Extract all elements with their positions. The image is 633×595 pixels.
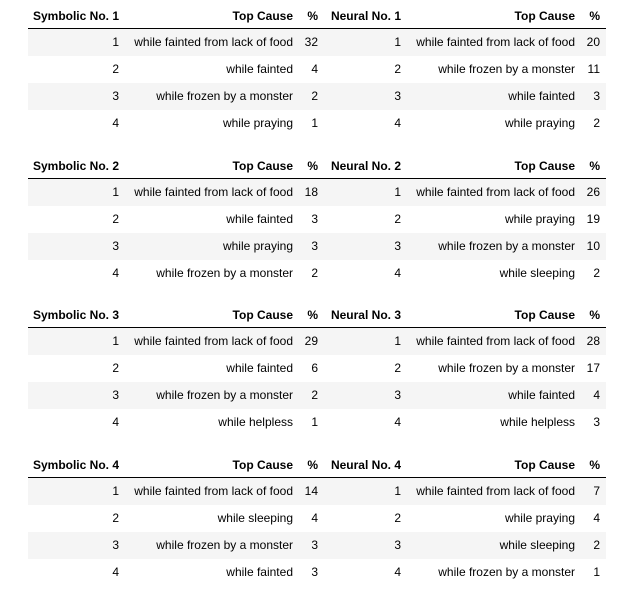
top-cause-header: Top Cause — [514, 308, 575, 322]
symbolic-percent: 29 — [304, 334, 318, 348]
neural-cause: while fainted from lack of food — [416, 185, 575, 199]
results-table-3 — [28, 303, 606, 436]
neural-cause: while frozen by a monster — [438, 361, 575, 375]
neural-cause: while frozen by a monster — [438, 565, 575, 579]
table-row — [28, 233, 606, 260]
symbolic-percent: 4 — [311, 511, 318, 525]
symbolic-percent: 2 — [311, 266, 318, 280]
neural-percent: 1 — [593, 565, 600, 579]
symbolic-cause: while fainted — [226, 565, 293, 579]
neural-cause: while frozen by a monster — [438, 62, 575, 76]
table-row — [28, 409, 606, 436]
table-row — [28, 83, 606, 110]
symbolic-cause: while fainted from lack of food — [134, 185, 293, 199]
symbolic-rank: 4 — [112, 266, 119, 280]
symbolic-rank: 1 — [112, 334, 119, 348]
symbolic-rank: 4 — [112, 116, 119, 130]
neural-percent: 17 — [586, 361, 600, 375]
table-row — [28, 56, 606, 83]
percent-header: % — [307, 9, 318, 23]
symbolic-rank: 2 — [112, 62, 119, 76]
symbolic-rank: 2 — [112, 212, 119, 226]
neural-percent: 2 — [593, 116, 600, 130]
table-row — [28, 478, 606, 505]
symbolic-rank: 3 — [112, 388, 119, 402]
table-row — [28, 355, 606, 382]
neural-cause: while praying — [504, 116, 575, 130]
symbolic-rank: 4 — [112, 415, 119, 429]
symbolic-cause: while fainted from lack of food — [134, 334, 293, 348]
symbolic-percent: 14 — [304, 484, 318, 498]
symbolic-cause: while frozen by a monster — [156, 266, 293, 280]
neural-percent: 4 — [593, 388, 600, 402]
symbolic-percent: 2 — [311, 89, 318, 103]
percent-header: % — [589, 9, 600, 23]
neural-rank: 1 — [394, 334, 401, 348]
neural-rank: 2 — [394, 361, 401, 375]
neural-rank: 1 — [394, 185, 401, 199]
symbolic-percent: 1 — [311, 116, 318, 130]
percent-header: % — [589, 458, 600, 472]
neural-percent: 28 — [586, 334, 600, 348]
top-cause-header: Top Cause — [514, 9, 575, 23]
neural-percent: 26 — [586, 185, 600, 199]
neural-percent: 4 — [593, 511, 600, 525]
symbolic-rank: 2 — [112, 511, 119, 525]
neural-rank: 3 — [394, 388, 401, 402]
table-row — [28, 382, 606, 409]
symbolic-header: Symbolic No. 3 — [32, 308, 119, 322]
percent-header: % — [589, 159, 600, 173]
table-row — [28, 532, 606, 559]
results-table-1 — [28, 4, 606, 137]
neural-rank: 4 — [394, 116, 401, 130]
neural-cause: while frozen by a monster — [438, 239, 575, 253]
symbolic-rank: 2 — [112, 361, 119, 375]
symbolic-percent: 3 — [311, 212, 318, 226]
neural-percent: 11 — [587, 62, 600, 76]
symbolic-rank: 4 — [112, 565, 119, 579]
symbolic-percent: 2 — [311, 388, 318, 402]
symbolic-header: Symbolic No. 1 — [32, 9, 119, 23]
percent-header: % — [307, 308, 318, 322]
table-row — [28, 29, 606, 56]
neural-percent: 3 — [593, 415, 600, 429]
symbolic-header: Symbolic No. 2 — [32, 159, 119, 173]
neural-percent: 2 — [593, 538, 600, 552]
neural-cause: while praying — [504, 212, 575, 226]
neural-cause: while fainted — [508, 89, 575, 103]
symbolic-cause: while fainted from lack of food — [134, 484, 293, 498]
neural-percent: 2 — [593, 266, 600, 280]
neural-percent: 3 — [593, 89, 600, 103]
table-row — [28, 559, 606, 586]
symbolic-cause: while helpless — [218, 415, 293, 429]
neural-rank: 3 — [394, 239, 401, 253]
neural-cause: while praying — [504, 511, 575, 525]
symbolic-percent: 3 — [311, 565, 318, 579]
top-cause-header: Top Cause — [514, 458, 575, 472]
top-cause-header: Top Cause — [232, 159, 293, 173]
percent-header: % — [589, 308, 600, 322]
neural-cause: while sleeping — [499, 538, 575, 552]
symbolic-percent: 1 — [311, 415, 318, 429]
neural-cause: while fainted — [508, 388, 575, 402]
neural-rank: 3 — [394, 538, 401, 552]
neural-rank: 1 — [394, 35, 401, 49]
neural-percent: 7 — [593, 484, 600, 498]
neural-rank: 2 — [394, 62, 401, 76]
neural-rank: 2 — [394, 511, 401, 525]
symbolic-rank: 1 — [112, 185, 119, 199]
neural-rank: 4 — [394, 266, 401, 280]
results-table-2 — [28, 154, 606, 287]
symbolic-cause: while fainted — [226, 361, 293, 375]
top-cause-header: Top Cause — [232, 9, 293, 23]
symbolic-cause: while fainted from lack of food — [134, 35, 293, 49]
neural-header: Neural No. 3 — [330, 308, 401, 322]
neural-percent: 10 — [586, 239, 600, 253]
neural-percent: 19 — [586, 212, 600, 226]
table-row — [28, 260, 606, 287]
neural-header: Neural No. 1 — [330, 9, 401, 23]
symbolic-cause: while fainted — [226, 212, 293, 226]
symbolic-rank: 3 — [112, 538, 119, 552]
results-table-4 — [28, 453, 606, 586]
symbolic-percent: 4 — [311, 62, 318, 76]
top-cause-header: Top Cause — [232, 458, 293, 472]
table-header — [28, 4, 606, 29]
table-header — [28, 303, 606, 328]
symbolic-cause: while praying — [222, 239, 293, 253]
symbolic-percent: 3 — [311, 239, 318, 253]
neural-cause: while helpless — [500, 415, 575, 429]
neural-cause: while fainted from lack of food — [416, 35, 575, 49]
symbolic-cause: while frozen by a monster — [156, 89, 293, 103]
neural-cause: while fainted from lack of food — [416, 334, 575, 348]
symbolic-rank: 1 — [112, 35, 119, 49]
symbolic-rank: 1 — [112, 484, 119, 498]
table-header — [28, 154, 606, 179]
symbolic-cause: while fainted — [226, 62, 293, 76]
symbolic-percent: 18 — [304, 185, 318, 199]
neural-rank: 3 — [394, 89, 401, 103]
table-header — [28, 453, 606, 478]
neural-header: Neural No. 4 — [330, 458, 401, 472]
table-row — [28, 206, 606, 233]
neural-header: Neural No. 2 — [330, 159, 401, 173]
table-row — [28, 110, 606, 137]
symbolic-cause: while sleeping — [217, 511, 293, 525]
neural-rank: 1 — [394, 484, 401, 498]
top-cause-header: Top Cause — [514, 159, 575, 173]
neural-cause: while sleeping — [499, 266, 575, 280]
neural-rank: 4 — [394, 565, 401, 579]
neural-cause: while fainted from lack of food — [416, 484, 575, 498]
symbolic-percent: 32 — [304, 35, 318, 49]
symbolic-percent: 3 — [311, 538, 318, 552]
neural-rank: 2 — [394, 212, 401, 226]
symbolic-rank: 3 — [112, 89, 119, 103]
symbolic-rank: 3 — [112, 239, 119, 253]
symbolic-cause: while frozen by a monster — [156, 388, 293, 402]
neural-rank: 4 — [394, 415, 401, 429]
symbolic-header: Symbolic No. 4 — [32, 458, 119, 472]
percent-header: % — [307, 458, 318, 472]
top-cause-header: Top Cause — [232, 308, 293, 322]
table-row — [28, 179, 606, 206]
table-row — [28, 328, 606, 355]
symbolic-cause: while frozen by a monster — [156, 538, 293, 552]
neural-percent: 20 — [586, 35, 600, 49]
symbolic-cause: while praying — [222, 116, 293, 130]
symbolic-percent: 6 — [311, 361, 318, 375]
table-row — [28, 505, 606, 532]
percent-header: % — [307, 159, 318, 173]
